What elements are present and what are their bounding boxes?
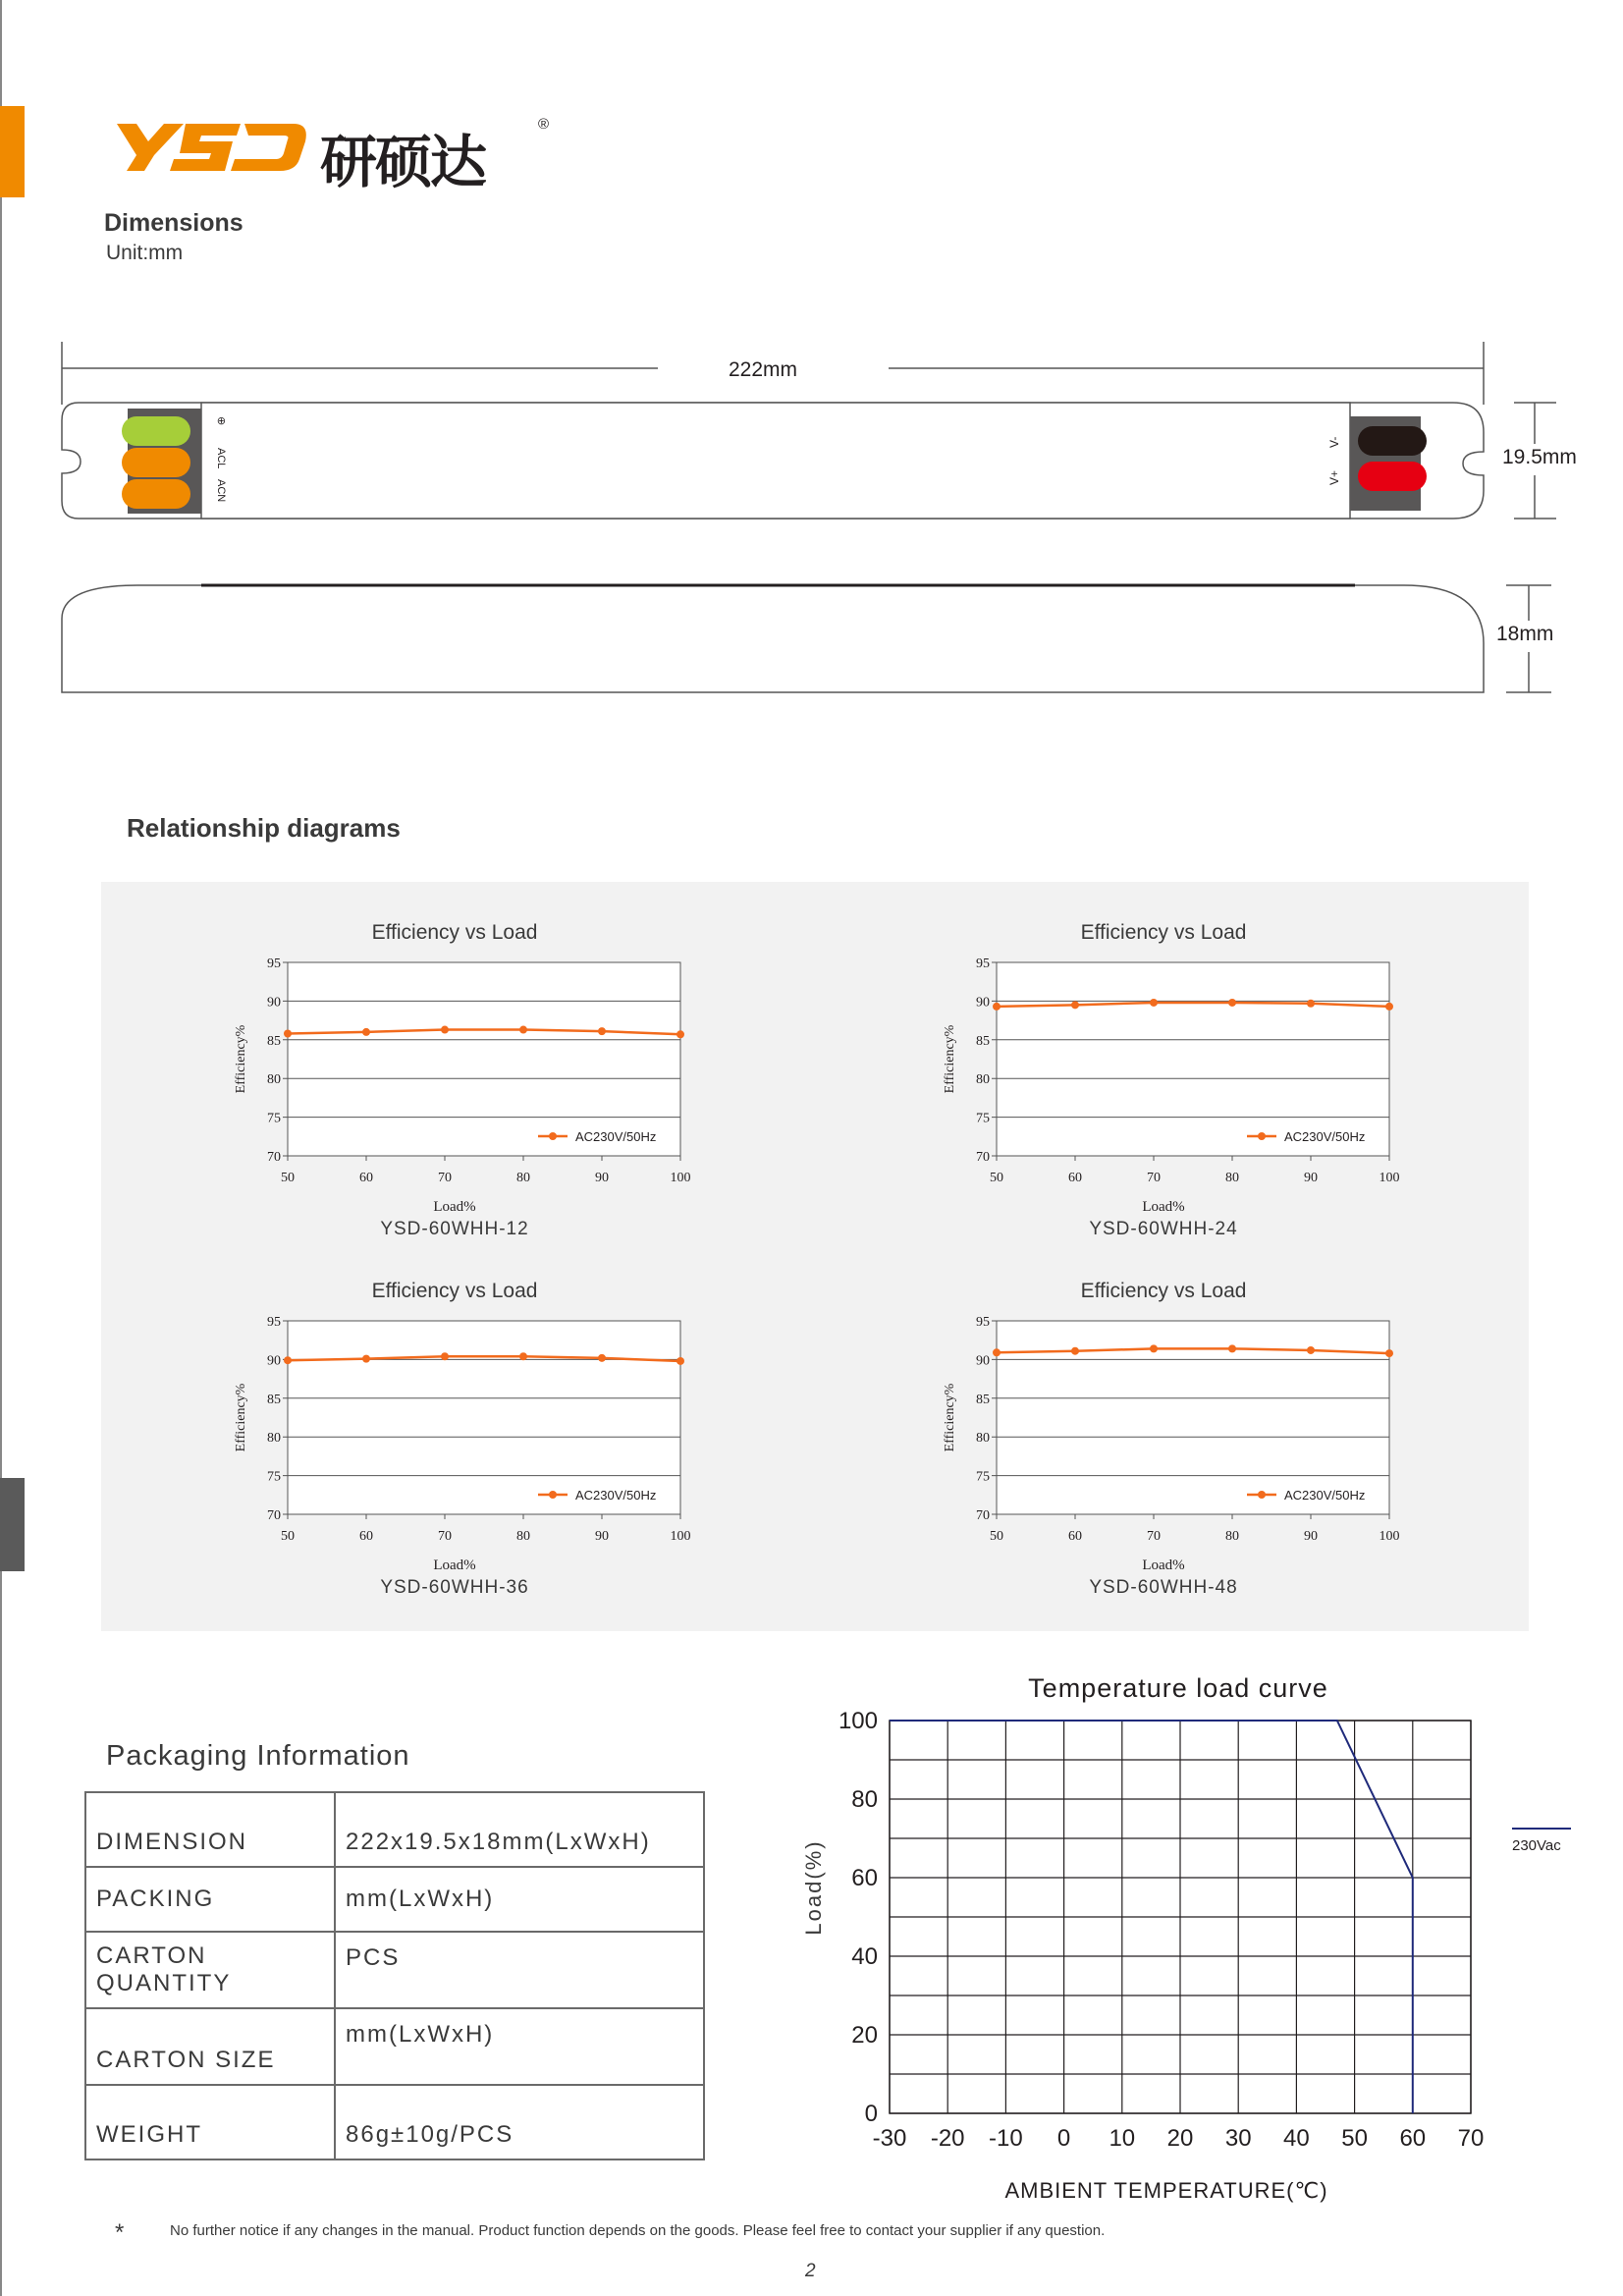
plot-area — [997, 962, 1389, 1156]
temp-x-tick-label: 10 — [1109, 2125, 1136, 2152]
terminal-label-v-plus: V+ — [1327, 469, 1341, 485]
temp-x-tick-label: 0 — [1056, 2125, 1071, 2152]
temp-x-tick-label: -20 — [930, 2125, 965, 2152]
y-tick-label: 90 — [976, 1353, 990, 1369]
height-label: 18mm — [1496, 623, 1554, 645]
length-label: 222mm — [728, 358, 798, 381]
data-point — [1071, 1001, 1079, 1009]
y-tick-label: 95 — [976, 957, 990, 971]
data-point — [598, 1354, 606, 1362]
data-point — [1228, 1344, 1236, 1352]
pack-value: PCS — [335, 1932, 704, 2008]
pack-label: PACKING — [85, 1867, 335, 1932]
pack-value: mm(LxWxH) — [335, 1867, 704, 1932]
temp-x-tick-label: 70 — [1457, 2125, 1485, 2152]
x-tick-label: 70 — [1147, 1529, 1161, 1544]
temp-y-tick-label: 100 — [838, 1708, 878, 1734]
x-tick-label: 80 — [1225, 1171, 1239, 1185]
dimension-drawing — [49, 334, 1581, 707]
terminal-label-acn: ACN — [215, 479, 227, 503]
y-tick-label: 85 — [267, 1392, 281, 1407]
x-axis-label: Load% — [1142, 1558, 1185, 1573]
legend-marker — [1258, 1491, 1266, 1499]
y-axis-label: Efficiency% — [234, 1024, 248, 1094]
x-axis-label: Load% — [1142, 1199, 1185, 1215]
x-tick-label: 50 — [281, 1171, 295, 1185]
chart-title: Efficiency vs Load — [371, 1280, 538, 1302]
driver-side-outline — [62, 585, 1484, 692]
x-tick-label: 50 — [281, 1529, 295, 1544]
efficiency-chart-36 — [211, 1267, 702, 1611]
table-row — [85, 1932, 704, 2008]
driver-center-body — [201, 403, 1350, 519]
y-tick-label: 90 — [976, 995, 990, 1011]
y-axis-label: Efficiency% — [943, 1383, 957, 1452]
legend-label: AC230V/50Hz — [575, 1488, 657, 1503]
chart-title: Efficiency vs Load — [371, 921, 538, 944]
temperature-load-chart — [785, 1660, 1571, 2210]
registered-mark: ® — [538, 116, 550, 133]
x-tick-label: 60 — [359, 1529, 373, 1544]
data-point — [1150, 999, 1158, 1007]
y-tick-label: 80 — [267, 1431, 281, 1447]
width-label: 19.5mm — [1502, 446, 1577, 468]
temp-chart-title: Temperature load curve — [1028, 1673, 1328, 1703]
table-row — [85, 2008, 704, 2085]
data-point — [598, 1027, 606, 1035]
packaging-table — [84, 1791, 705, 2160]
data-point — [441, 1026, 449, 1034]
pack-value: mm(LxWxH) — [335, 2008, 704, 2085]
data-point — [441, 1352, 449, 1360]
table-row — [85, 1867, 704, 1932]
data-point — [993, 1003, 1001, 1011]
x-tick-label: 90 — [1304, 1171, 1318, 1185]
data-point — [1307, 1000, 1315, 1008]
efficiency-chart-24 — [920, 908, 1411, 1252]
x-tick-label: 90 — [595, 1529, 609, 1544]
relationship-heading: Relationship diagrams — [127, 813, 401, 843]
x-tick-label: 100 — [1379, 1529, 1400, 1544]
chart-title: Efficiency vs Load — [1080, 921, 1247, 944]
pack-label: WEIGHT — [85, 2085, 335, 2159]
terminal-label-earth: ⊕ — [215, 416, 227, 426]
temp-x-tick-label: -10 — [989, 2125, 1023, 2152]
temp-x-tick-label: 50 — [1341, 2125, 1368, 2152]
pack-label: CARTON SIZE — [85, 2008, 335, 2085]
x-tick-label: 70 — [438, 1171, 452, 1185]
x-tick-label: 80 — [516, 1171, 530, 1185]
terminal-earth — [122, 416, 190, 446]
terminal-v-plus — [1358, 462, 1427, 491]
y-tick-label: 85 — [976, 1033, 990, 1049]
data-point — [519, 1026, 527, 1034]
temp-y-tick-label: 40 — [851, 1943, 878, 1970]
pack-value: 222x19.5x18mm(LxWxH) — [335, 1792, 704, 1867]
x-axis-label: Load% — [433, 1199, 476, 1215]
chart-title: Efficiency vs Load — [1080, 1280, 1247, 1302]
x-tick-label: 100 — [670, 1529, 691, 1544]
y-axis-label: Efficiency% — [943, 1024, 957, 1094]
brand-chinese-name: 研硕达 — [320, 129, 486, 195]
data-point — [1385, 1349, 1393, 1357]
x-tick-label: 60 — [1068, 1529, 1082, 1544]
y-tick-label: 75 — [267, 1469, 281, 1485]
y-tick-label: 85 — [976, 1392, 990, 1407]
unit-label: Unit:mm — [106, 242, 184, 264]
temp-x-tick-label: -30 — [872, 2125, 907, 2152]
plot-area — [288, 1321, 680, 1514]
y-tick-label: 95 — [267, 957, 281, 971]
data-point — [362, 1028, 370, 1036]
temp-y-tick-label: 80 — [851, 1786, 878, 1813]
pack-label: CARTON QUANTITY — [85, 1932, 335, 2008]
temp-y-tick-label: 60 — [851, 1865, 878, 1891]
y-tick-label: 80 — [267, 1072, 281, 1088]
terminal-acn — [122, 479, 190, 509]
legend-marker — [549, 1132, 557, 1140]
x-tick-label: 60 — [359, 1171, 373, 1185]
chart-model-label: YSD-60WHH-48 — [1089, 1577, 1238, 1598]
data-point — [284, 1356, 292, 1364]
data-point — [1150, 1344, 1158, 1352]
chart-model-label: YSD-60WHH-24 — [1089, 1219, 1238, 1239]
ysd-logo-icon — [115, 116, 311, 175]
data-point — [676, 1357, 684, 1365]
legend-label: AC230V/50Hz — [575, 1129, 657, 1144]
legend-marker — [1258, 1132, 1266, 1140]
x-tick-label: 90 — [1304, 1529, 1318, 1544]
terminal-acl — [122, 448, 190, 477]
data-point — [284, 1029, 292, 1037]
y-tick-label: 95 — [976, 1315, 990, 1330]
y-tick-label: 70 — [267, 1508, 281, 1523]
footnote-text: No further notice if any changes in the manual. Product function depends on the goods. Please feel free to contact your supplier if any question. — [170, 2222, 1106, 2239]
legend-label: AC230V/50Hz — [1284, 1129, 1366, 1144]
terminal-v-minus — [1358, 426, 1427, 456]
temp-x-axis-label: AMBIENT TEMPERATURE(℃) — [1004, 2178, 1328, 2203]
legend-label: AC230V/50Hz — [1284, 1488, 1366, 1503]
data-point — [1228, 999, 1236, 1007]
efficiency-chart-12 — [211, 908, 702, 1252]
data-point — [1385, 1003, 1393, 1011]
temp-legend-label: 230Vac — [1512, 1837, 1561, 1854]
data-point — [362, 1355, 370, 1363]
y-tick-label: 85 — [267, 1033, 281, 1049]
x-tick-label: 80 — [1225, 1529, 1239, 1544]
temp-y-axis-label: Load(%) — [801, 1839, 826, 1936]
plot-area — [288, 962, 680, 1156]
temp-x-tick-label: 40 — [1283, 2125, 1310, 2152]
x-tick-label: 80 — [516, 1529, 530, 1544]
table-row — [85, 2085, 704, 2159]
packaging-heading: Packaging Information — [106, 1740, 410, 1772]
temp-x-tick-label: 60 — [1399, 2125, 1427, 2152]
temp-y-tick-label: 20 — [851, 2022, 878, 2049]
terminal-label-acl: ACL — [215, 448, 227, 469]
dimensions-heading: Dimensions — [104, 209, 243, 237]
y-tick-label: 80 — [976, 1431, 990, 1447]
efficiency-chart-48 — [920, 1267, 1411, 1611]
y-tick-label: 70 — [976, 1150, 990, 1165]
page-left-border — [0, 0, 2, 2296]
data-point — [1071, 1347, 1079, 1355]
pack-value: 86g±10g/PCS — [335, 2085, 704, 2159]
page-number: 2 — [805, 2261, 816, 2281]
brand-logo — [115, 116, 311, 180]
x-tick-label: 50 — [990, 1171, 1003, 1185]
side-tab-orange — [0, 106, 25, 197]
x-tick-label: 50 — [990, 1529, 1003, 1544]
data-point — [676, 1030, 684, 1038]
x-tick-label: 100 — [670, 1171, 691, 1185]
pack-label: DIMENSION — [85, 1792, 335, 1867]
y-tick-label: 90 — [267, 1353, 281, 1369]
temp-x-tick-label: 20 — [1166, 2125, 1194, 2152]
y-tick-label: 70 — [267, 1150, 281, 1165]
y-tick-label: 90 — [267, 995, 281, 1011]
chart-model-label: YSD-60WHH-36 — [380, 1577, 529, 1598]
x-axis-label: Load% — [433, 1558, 476, 1573]
y-axis-label: Efficiency% — [234, 1383, 248, 1452]
data-point — [519, 1352, 527, 1360]
y-tick-label: 80 — [976, 1072, 990, 1088]
side-tab-gray — [0, 1478, 25, 1571]
x-tick-label: 90 — [595, 1171, 609, 1185]
data-point — [993, 1348, 1001, 1356]
chart-model-label: YSD-60WHH-12 — [380, 1219, 529, 1239]
temp-x-tick-label: 30 — [1224, 2125, 1252, 2152]
y-tick-label: 70 — [976, 1508, 990, 1523]
terminal-label-v-minus: V- — [1327, 436, 1341, 448]
y-tick-label: 75 — [976, 1469, 990, 1485]
x-tick-label: 70 — [1147, 1171, 1161, 1185]
y-tick-label: 75 — [976, 1111, 990, 1126]
x-tick-label: 60 — [1068, 1171, 1082, 1185]
table-row — [85, 1792, 704, 1867]
legend-marker — [549, 1491, 557, 1499]
x-tick-label: 100 — [1379, 1171, 1400, 1185]
x-tick-label: 70 — [438, 1529, 452, 1544]
temp-y-tick-label: 0 — [864, 2101, 878, 2127]
data-point — [1307, 1346, 1315, 1354]
y-tick-label: 75 — [267, 1111, 281, 1126]
y-tick-label: 95 — [267, 1315, 281, 1330]
footnote-star: * — [115, 2219, 125, 2246]
